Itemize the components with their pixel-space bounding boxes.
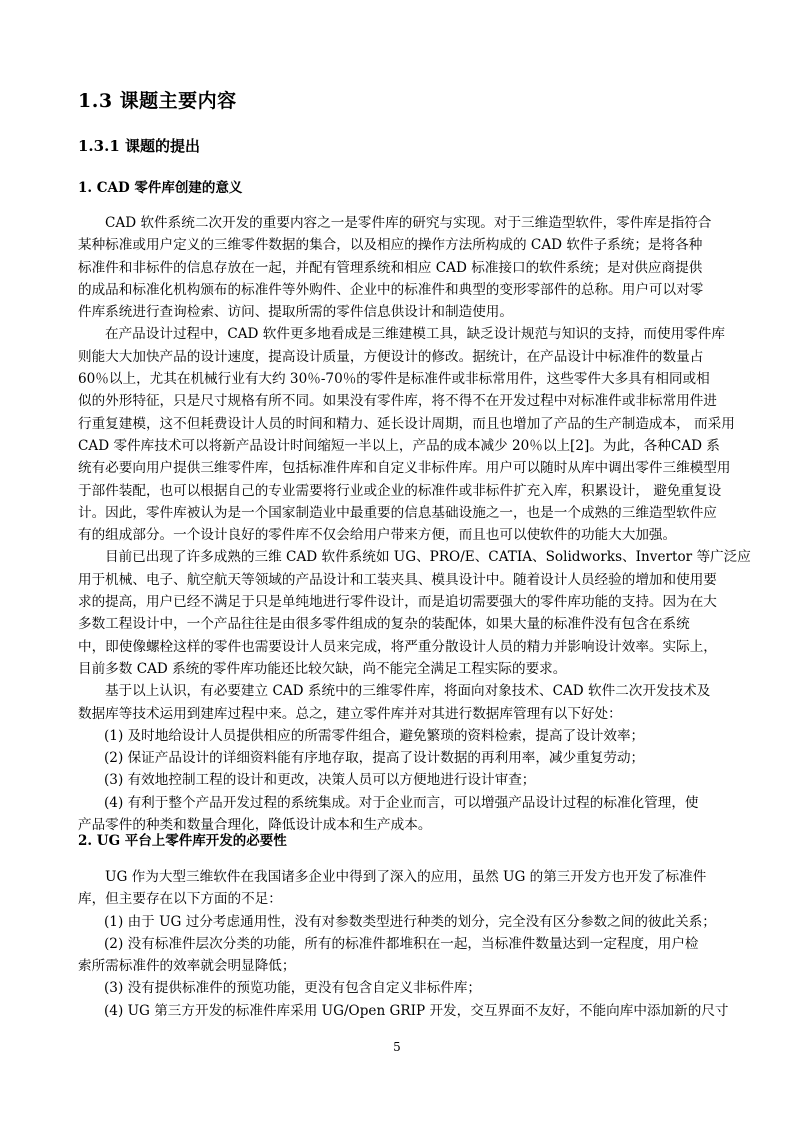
paragraph-line: UG 作为大型三维软件在我国诸多企业中得到了深入的应用，虽然 UG 的第三开发方也开发了标准件 — [105, 869, 707, 885]
section-heading-1-3: 1.3 课题主要内容 — [78, 90, 237, 112]
list-item: (3) 没有提供标准件的预览功能，更没有包含自定义非标件库； — [104, 980, 482, 997]
paragraph-line: 目前已出现了许多成熟的三维 CAD 软件系统如 UG、PRO/E、CATIA、Solidworks、Invertor 等广泛应 — [105, 549, 751, 566]
list-item: (2) 保证产品设计的详细资料能有序地存取，提高了设计数据的再利用率，减少重复劳动； — [104, 750, 645, 767]
paragraph-line: 行重复建模，这不但耗费设计人员的时间和精力、延长设计周期，而且也增加了产品的生产制造成本， 而采用 — [78, 415, 735, 432]
paragraph-line: 求的提高，用户已经不满足于只是单纯地进行零件设计，而是追切需要强大的零件库功能的支持。因为在大 — [78, 594, 717, 611]
paragraph-line: 库，但主要存在以下方面的不足： — [78, 891, 282, 908]
paragraph-line: CAD 零件库技术可以将新产品设计时间缩短一半以上，产品的成本减少 20％以上[2]。为此，各种CAD 系 — [78, 437, 720, 454]
paragraph-line: 在产品设计过程中，CAD 软件更多地看成是三维建模工具，缺乏设计规范与知识的支持，而使用零件库 — [105, 326, 725, 343]
paragraph-line: 于部件装配，也可以根据自己的专业需要将行业或企业的标准件或非标件扩充入库，积累设计， 避免重复设 — [78, 482, 722, 499]
section-heading-1-3-1: 1.3.1 课题的提出 — [78, 137, 200, 155]
paragraph-line: 某种标准或用户定义的三维零件数据的集合，以及相应的操作方法所构成的 CAD 软件子系统；是将各种 — [78, 237, 703, 254]
paragraph-line: 中，即使像螺栓这样的零件也需要设计人员来完成，将严重分散设计人员的精力并影响设计效率。实际上， — [78, 638, 717, 655]
paragraph-line: 计。因此，零件库被认为是一个国家制造业中最重要的信息基础设施之一，也是一个成熟的三维造型软件应 — [78, 504, 717, 521]
paragraph-line: 用于机械、电子、航空航天等领域的产品设计和工装夹具、模具设计中。随着设计人员经验的增加和使用要 — [78, 571, 717, 588]
paragraph-line: 数据库等技术运用到建库过程中来。总之，建立零件库并对其进行数据库管理有以下好处： — [78, 705, 622, 722]
list-item: (3) 有效地控制工程的设计和更改，决策人员可以方便地进行设计审查； — [104, 772, 536, 789]
paragraph-line: 基于以上认识，有必要建立 CAD 系统中的三维零件库，将面向对象技术、CAD 软件二次开发技术及 — [105, 683, 711, 700]
paragraph-line: 的成品和标准化机构颁布的标准件等外购件、企业中的标准件和典型的变形零部件的总称。用户可以对零 — [78, 281, 704, 298]
list-item: (2) 没有标准件层次分类的功能，所有的标准件都堆积在一起，当标准件数量达到一定程度，用户检 — [104, 935, 699, 952]
paragraph-line: 有的组成部分。一个设计良好的零件库不仅会给用户带来方便，而且也可以使软件的功能大大加强。 — [78, 527, 677, 544]
subsection-title-cad-library: 1. CAD 零件库创建的意义 — [78, 180, 243, 196]
list-item: (1) 由于 UG 过分考虑通用性，没有对参数类型进行种类的划分，完全没有区分参数之间的彼此关系； — [104, 913, 716, 930]
paragraph-line: 多数工程设计中，一个产品往往是由很多零件组成的复杂的装配体，如果大量的标准件没有包含在系统 — [78, 616, 690, 633]
section1-body — [78, 212, 751, 836]
section2-body — [78, 866, 729, 1022]
paragraph-line: 索所需标准件的效率就会明显降低； — [78, 958, 296, 975]
list-item: (1) 及时地给设计人员提供相应的所需零件组合，避免繁琐的资料检索，提高了设计效率； — [104, 727, 645, 744]
paragraph-line: 目前多数 CAD 系统的零件库功能还比较欠缺，尚不能完全满足工程实际的要求。 — [78, 660, 567, 677]
paragraph-line: 产品零件的种类和数量合理化，降低设计成本和生产成本。 — [78, 817, 432, 834]
paragraph-line: 似的外形特征，只是尺寸规格有所不同。如果没有零件库，将不得不在开发过程中对标准件或非标常用件进 — [78, 393, 717, 410]
paragraph-line: 则能大大加快产品的设计速度，提高设计质量，方便设计的修改。据统计，在产品设计中标准件的数量占 — [78, 348, 704, 365]
list-item: (4) 有利于整个产品开发过程的系统集成。对于企业而言，可以增强产品设计过程的标准化管理，使 — [104, 794, 699, 811]
paragraph-line: CAD 软件系统二次开发的重要内容之一是零件库的研究与实现。对于三维造型软件，零件库是指符合 — [105, 215, 712, 231]
paragraph-line: 60％以上，尤其在机械行业有大约 30％-70％的零件是标准件或非标常用件，这些零件大多具有相同或相 — [78, 371, 710, 388]
paragraph-line: 件库系统进行查询检索、访问、提取所需的零件信息供设计和制造使用。 — [78, 304, 513, 321]
subsection-title-ug-necessity: 2. UG 平台上零件库开发的必要性 — [78, 833, 287, 849]
paragraph-line: 统有必要向用户提供三维零件库，包括标准件库和自定义非标件库。用户可以随时从库中调出零件三维模型用 — [78, 460, 731, 477]
paragraph-line: 标准件和非标件的信息存放在一起，并配有管理系统和相应 CAD 标准接口的软件系统；是对供应商提供 — [78, 259, 703, 276]
page-number: 5 — [393, 1040, 401, 1054]
list-item: (4) UG 第三方开发的标准件库采用 UG/Open GRIP 开发，交互界面不友好，不能向库中添加新的尺寸 — [104, 1002, 729, 1019]
